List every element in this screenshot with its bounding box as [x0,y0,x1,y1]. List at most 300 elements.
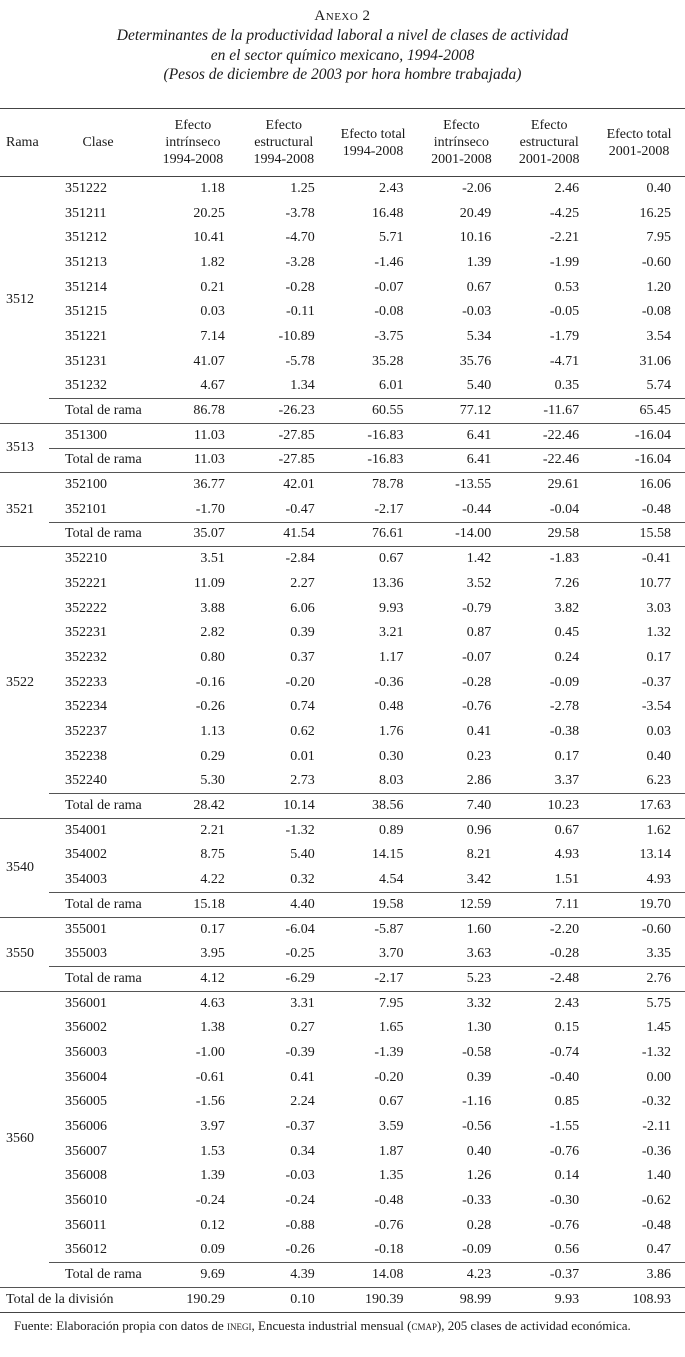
column-header: Efecto intrínseco 2001-2008 [418,109,506,177]
table-row [0,1238,685,1263]
clase-cell: 356006 [65,1118,107,1134]
clase-cell: 356011 [65,1217,107,1233]
value-cell: 0.56 [554,1242,580,1258]
value-cell: -5.87 [374,921,404,937]
value-cell: 31.06 [639,353,671,369]
value-cell: 4.93 [554,847,580,863]
value-cell: -0.37 [285,1118,315,1134]
value-cell: 10.77 [639,575,671,591]
value-cell: 3.37 [554,773,580,789]
table-row [0,423,685,448]
total-label: Total de rama [49,892,147,917]
value-cell: -2.78 [549,699,580,715]
table-row [0,251,685,276]
value-cell: 1.26 [466,1168,492,1184]
value-cell: 6.23 [646,773,671,789]
value-cell: 0.15 [554,1020,580,1036]
clase-cell: 351232 [65,378,107,394]
value-cell: 0.74 [290,699,315,715]
value-cell: 0.39 [466,1069,492,1085]
clase-cell: 356004 [65,1069,107,1085]
total-value-cell: -14.00 [418,522,506,547]
value-cell: 0.67 [554,822,580,838]
value-cell: -13.55 [455,477,492,493]
value-cell: -2.06 [462,181,492,197]
value-cell: 0.35 [554,378,580,394]
total-value-cell: 6.41 [418,448,506,473]
value-cell: -2.21 [549,230,580,246]
value-cell: 78.78 [372,477,404,493]
value-cell: -6.04 [285,921,315,937]
rama-total-row [0,892,685,917]
total-value-cell: 19.58 [329,892,418,917]
clase-cell: 354002 [65,847,107,863]
value-cell: -0.40 [549,1069,580,1085]
value-cell: 1.34 [290,378,315,394]
total-value-cell: 4.12 [147,967,239,992]
total-label: Total de rama [49,522,147,547]
rama-total-row [0,522,685,547]
value-cell: -2.17 [374,501,404,517]
total-value-cell: -22.46 [505,448,593,473]
clase-cell: 356012 [65,1242,107,1258]
value-cell: 0.48 [379,699,404,715]
value-cell: 1.40 [646,1168,671,1184]
value-cell: -1.32 [285,822,315,838]
value-cell: -0.60 [641,254,671,270]
rama-cell: 3521 [6,501,34,517]
value-cell: 0.67 [466,279,492,295]
value-cell: -0.44 [462,501,492,517]
table-row [0,497,685,522]
total-value-cell: -0.37 [505,1263,593,1288]
value-cell: 3.97 [200,1118,225,1134]
value-cell: 16.48 [372,205,404,221]
total-value-cell: -2.17 [329,967,418,992]
total-value-cell: -16.83 [329,448,418,473]
value-cell: 1.42 [466,551,492,567]
total-value-cell: 10.23 [505,794,593,819]
table-row [0,744,685,769]
value-cell: 4.63 [200,995,225,1011]
total-value-cell: 15.18 [147,892,239,917]
value-cell: -0.47 [285,501,315,517]
division-total-row [0,1287,685,1312]
value-cell: 3.54 [646,328,671,344]
value-cell: 4.54 [379,871,404,887]
clase-cell: 356003 [65,1044,107,1060]
rama-total-row [0,794,685,819]
value-cell: 10.16 [459,230,492,246]
value-cell: -1.32 [641,1044,671,1060]
value-cell: -16.83 [367,427,404,443]
table-row [0,1115,685,1140]
value-cell: 5.34 [466,328,492,344]
clase-cell: 356001 [65,995,107,1011]
value-cell: -1.46 [374,254,404,270]
value-cell: -2.11 [642,1118,671,1134]
table-row [0,201,685,226]
total-value-cell: 76.61 [329,522,418,547]
value-cell: 1.82 [200,254,225,270]
value-cell: 3.35 [646,945,671,961]
rama-group [0,991,685,1287]
value-cell: -1.56 [195,1094,225,1110]
value-cell: -0.30 [549,1193,580,1209]
value-cell: -0.07 [462,649,492,665]
rama-group [0,547,685,819]
value-cell: 6.01 [379,378,404,394]
clase-cell: 351214 [65,279,107,295]
value-cell: 1.39 [466,254,492,270]
value-cell: 9.93 [379,600,404,616]
value-cell: -27.85 [278,427,315,443]
division-total-value: 9.93 [505,1287,593,1312]
total-value-cell: 35.07 [147,522,239,547]
value-cell: -0.48 [641,1217,671,1233]
table-row [0,917,685,942]
division-total-value: 98.99 [418,1287,506,1312]
value-cell: -0.76 [374,1217,404,1233]
table-row [0,695,685,720]
table-row [0,720,685,745]
table-row [0,843,685,868]
column-header: Efecto estructural 1994-2008 [239,109,329,177]
table-row [0,769,685,794]
value-cell: -0.28 [549,945,580,961]
value-cell: 0.85 [554,1094,580,1110]
value-cell: -5.78 [285,353,315,369]
clase-cell: 355001 [65,921,107,937]
table-row [0,942,685,967]
value-cell: 13.14 [639,847,671,863]
table-row [0,1041,685,1066]
rama-group [0,423,685,472]
value-cell: 0.40 [646,748,671,764]
clase-cell: 354003 [65,871,107,887]
value-cell: 0.87 [466,625,492,641]
total-value-cell: -11.67 [505,399,593,424]
value-cell: 0.41 [290,1069,315,1085]
value-cell: 1.25 [290,181,315,197]
value-cell: 0.21 [200,279,225,295]
value-cell: 3.63 [466,945,492,961]
value-cell: 7.95 [379,995,404,1011]
value-cell: 0.41 [466,723,492,739]
value-cell: 8.21 [466,847,492,863]
value-cell: 0.17 [646,649,671,665]
rama-total-row [0,399,685,424]
value-cell: 0.67 [379,1094,404,1110]
total-value-cell: 2.76 [593,967,685,992]
value-cell: 0.80 [200,649,225,665]
total-value-cell: 3.86 [593,1263,685,1288]
column-header: Efecto total 1994-2008 [329,109,418,177]
table-row [0,300,685,325]
value-cell: 1.17 [379,649,404,665]
value-cell: 0.14 [554,1168,580,1184]
value-cell: -1.39 [374,1044,404,1060]
value-cell: 1.30 [466,1020,492,1036]
value-cell: -3.28 [285,254,315,270]
table-row [0,818,685,843]
value-cell: 11.03 [193,427,225,443]
rama-cell: 3512 [6,291,34,307]
clase-cell: 352221 [65,575,107,591]
total-value-cell: 60.55 [329,399,418,424]
value-cell: 0.29 [200,748,225,764]
value-cell: 8.75 [200,847,225,863]
value-cell: 3.52 [466,575,492,591]
clase-cell: 352233 [65,674,107,690]
division-total-value: 190.39 [329,1287,418,1312]
value-cell: -0.08 [641,304,671,320]
title-line-1: Determinantes de la productividad laboral a nivel de clases de actividad [116,27,569,44]
total-value-cell: 4.23 [418,1263,506,1288]
table-row [0,991,685,1016]
total-value-cell: 77.12 [418,399,506,424]
rama-group [0,177,685,424]
value-cell: 5.75 [646,995,671,1011]
value-cell: -0.20 [374,1069,404,1085]
column-header: Efecto estructural 2001-2008 [505,109,593,177]
rama-cell: 3522 [6,674,34,690]
value-cell: 1.38 [200,1020,225,1036]
value-cell: 0.28 [466,1217,492,1233]
table-row [0,177,685,202]
total-label: Total de rama [49,967,147,992]
value-cell: -0.04 [549,501,580,517]
clase-cell: 351231 [65,353,107,369]
total-value-cell: 41.54 [239,522,329,547]
rama-cell: 3513 [6,440,34,456]
clase-cell: 352234 [65,699,107,715]
value-cell: 0.17 [554,748,580,764]
clase-cell: 354001 [65,822,107,838]
value-cell: -0.08 [374,304,404,320]
value-cell: 1.32 [646,625,671,641]
value-cell: 0.09 [200,1242,225,1258]
value-cell: -0.03 [462,304,492,320]
total-value-cell: 7.40 [418,794,506,819]
value-cell: 2.27 [290,575,315,591]
value-cell: 4.67 [200,378,225,394]
value-cell: 0.32 [290,871,315,887]
value-cell: 0.40 [646,181,671,197]
table-row [0,1164,685,1189]
table-row [0,572,685,597]
value-cell: 0.34 [290,1143,315,1159]
value-cell: 0.40 [466,1143,492,1159]
annex-label: Anexo 2 [314,8,371,24]
total-label: Total de rama [49,448,147,473]
total-value-cell: -6.29 [239,967,329,992]
total-value-cell: 19.70 [593,892,685,917]
total-value-cell: 17.63 [593,794,685,819]
value-cell: 7.95 [646,230,671,246]
value-cell: -0.26 [285,1242,315,1258]
value-cell: 5.40 [466,378,492,394]
table-row [0,275,685,300]
value-cell: 3.51 [200,551,225,567]
value-cell: 4.93 [646,871,671,887]
value-cell: -1.99 [549,254,580,270]
value-cell: 0.67 [379,551,404,567]
value-cell: 0.45 [554,625,580,641]
value-cell: -4.71 [549,353,580,369]
value-cell: -0.36 [641,1143,671,1159]
total-value-cell: 7.11 [505,892,593,917]
value-cell: -0.48 [641,501,671,517]
clase-cell: 352222 [65,600,107,616]
value-cell: 8.03 [379,773,404,789]
table-row [0,1139,685,1164]
value-cell: 2.43 [554,995,580,1011]
value-cell: 2.43 [379,181,404,197]
title-line-2: en el sector químico mexicano, 1994-2008 [210,46,475,64]
value-cell: -0.05 [549,304,580,320]
value-cell: 0.00 [646,1069,671,1085]
rama-group [0,917,685,991]
clase-cell: 351222 [65,181,107,197]
value-cell: -16.04 [634,427,671,443]
value-cell: 16.06 [639,477,671,493]
value-cell: 1.13 [200,723,225,739]
value-cell: 1.45 [646,1020,671,1036]
value-cell: 3.59 [379,1118,404,1134]
value-cell: -1.16 [462,1094,492,1110]
total-value-cell: 5.23 [418,967,506,992]
value-cell: 1.20 [646,279,671,295]
value-cell: 0.17 [200,921,225,937]
value-cell: -0.76 [549,1217,580,1233]
value-cell: -0.24 [285,1193,315,1209]
total-value-cell: 4.40 [239,892,329,917]
value-cell: 2.24 [290,1094,315,1110]
value-cell: 6.06 [290,600,315,616]
table-row [0,374,685,399]
value-cell: 1.60 [466,921,492,937]
column-header: Clase [49,109,147,177]
total-value-cell: 86.78 [147,399,239,424]
clase-cell: 352232 [65,649,107,665]
table-header [0,109,685,177]
total-value-cell: 12.59 [418,892,506,917]
value-cell: 0.03 [200,304,225,320]
value-cell: -0.20 [285,674,315,690]
value-cell: 1.76 [379,723,404,739]
value-cell: 0.39 [290,625,315,641]
value-cell: -3.54 [641,699,671,715]
value-cell: 35.28 [372,353,404,369]
value-cell: 0.47 [646,1242,671,1258]
table-row [0,1065,685,1090]
column-header: Rama [0,109,49,177]
value-cell: -4.25 [549,205,580,221]
table-row [0,1090,685,1115]
clase-cell: 352237 [65,723,107,739]
value-cell: 1.18 [200,181,225,197]
value-cell: 7.26 [554,575,580,591]
division-total-value: 190.29 [147,1287,239,1312]
value-cell: -0.32 [641,1094,671,1110]
value-cell: 5.30 [200,773,225,789]
value-cell: 10.41 [193,230,225,246]
division-total-value: 108.93 [593,1287,685,1312]
value-cell: 6.41 [466,427,492,443]
value-cell: -0.48 [374,1193,404,1209]
value-cell: 3.42 [466,871,492,887]
value-cell: 0.12 [200,1217,225,1233]
value-cell: 3.82 [554,600,580,616]
total-value-cell: 9.69 [147,1263,239,1288]
column-header: Efecto total 2001-2008 [593,109,685,177]
value-cell: 2.86 [466,773,492,789]
total-value-cell: -16.04 [593,448,685,473]
value-cell: -2.84 [285,551,315,567]
value-cell: 11.09 [193,575,225,591]
value-cell: 1.51 [554,871,580,887]
value-cell: -0.07 [374,279,404,295]
value-cell: -0.74 [549,1044,580,1060]
value-cell: 4.22 [200,871,225,887]
value-cell: -0.28 [462,674,492,690]
value-cell: -1.70 [195,501,225,517]
total-value-cell: -27.85 [239,448,329,473]
total-value-cell: -2.48 [505,967,593,992]
value-cell: -0.37 [641,674,671,690]
total-value-cell: 28.42 [147,794,239,819]
value-cell: -1.55 [549,1118,580,1134]
value-cell: 0.30 [379,748,404,764]
rama-group [0,473,685,547]
value-cell: -0.16 [195,674,225,690]
rama-total-row [0,967,685,992]
value-cell: 2.21 [200,822,225,838]
value-cell: -0.56 [462,1118,492,1134]
source-footnote: Fuente: Elaboración propia con datos de inegi, Encuesta industrial mensual (cmap), 205 clases de actividad económica. [14,1318,631,1333]
division-total-label: Total de la división [0,1287,147,1312]
value-cell: 2.46 [554,181,580,197]
clase-cell: 351215 [65,304,107,320]
table-row [0,596,685,621]
clase-cell: 352100 [65,477,107,493]
value-cell: 3.70 [379,945,404,961]
value-cell: -22.46 [542,427,580,443]
rama-total-row [0,448,685,473]
value-cell: 13.36 [372,575,404,591]
value-cell: 20.25 [193,205,225,221]
value-cell: -0.11 [286,304,315,320]
total-value-cell: 15.58 [593,522,685,547]
value-cell: -0.36 [374,674,404,690]
table-row [0,646,685,671]
value-cell: 35.76 [459,353,492,369]
value-cell: 3.03 [646,600,671,616]
value-cell: 16.25 [639,205,671,221]
value-cell: -0.26 [195,699,225,715]
value-cell: 0.24 [554,649,580,665]
value-cell: 7.14 [200,328,225,344]
value-cell: -0.61 [195,1069,225,1085]
value-cell: -0.76 [462,699,492,715]
value-cell: 2.82 [200,625,225,641]
value-cell: -0.39 [285,1044,315,1060]
total-value-cell: 38.56 [329,794,418,819]
total-label: Total de rama [49,1263,147,1288]
clase-cell: 352231 [65,625,107,641]
value-cell: 0.27 [290,1020,315,1036]
